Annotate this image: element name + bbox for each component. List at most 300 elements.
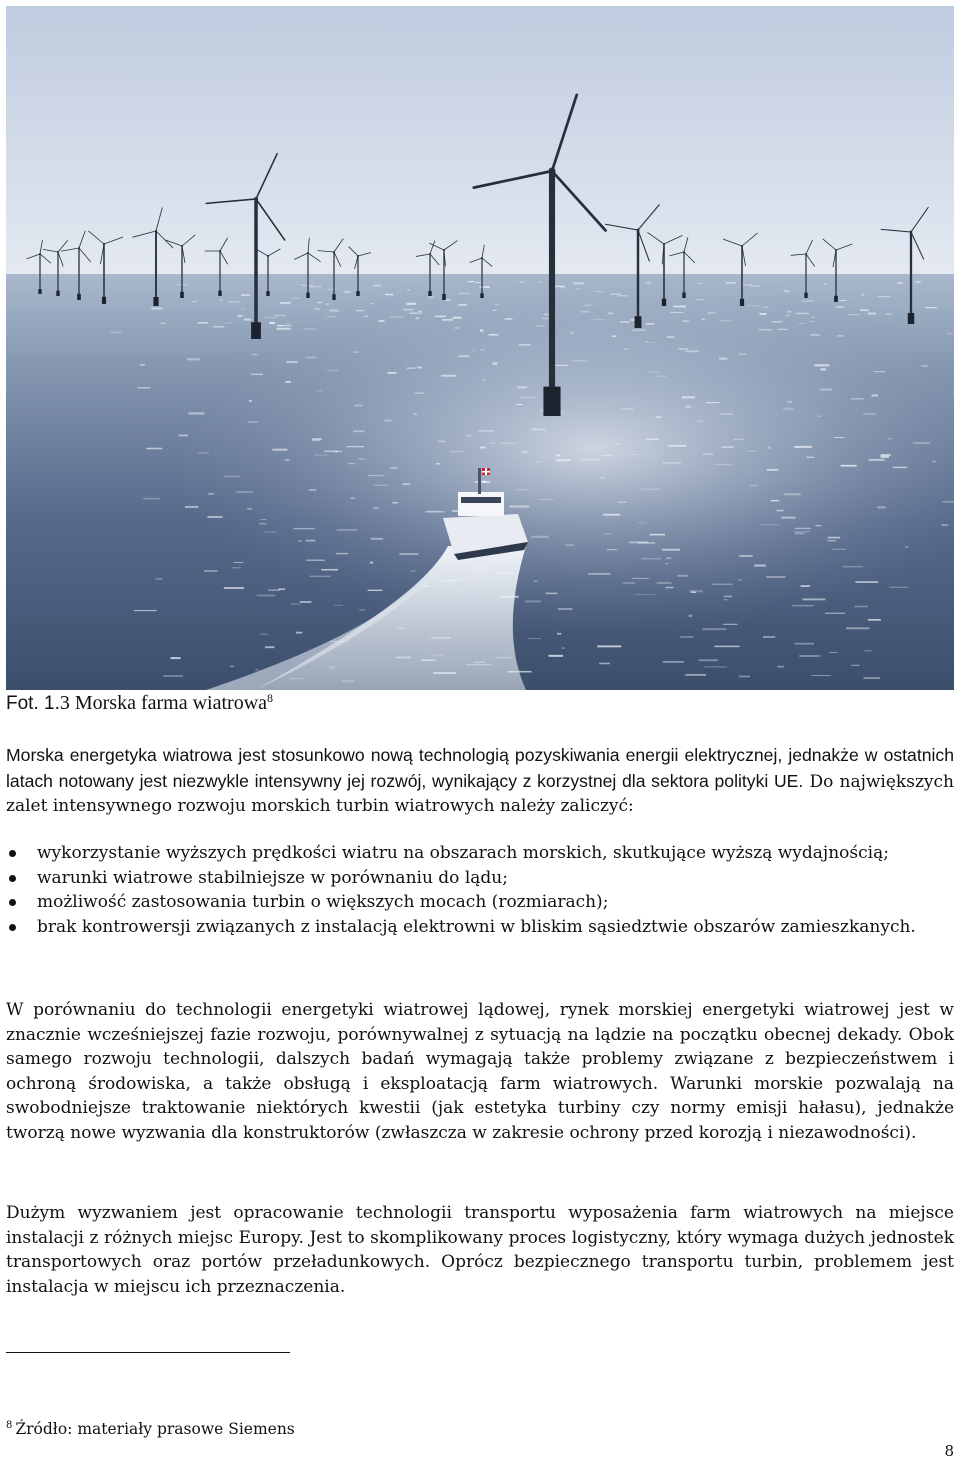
turbine-base bbox=[908, 313, 914, 324]
sea-sparkle bbox=[516, 404, 523, 405]
sea-sparkle bbox=[673, 306, 686, 308]
sea-sparkle bbox=[312, 438, 321, 440]
sea-sparkle bbox=[525, 600, 541, 602]
sea-sparkle bbox=[689, 615, 692, 617]
bullet-icon bbox=[9, 875, 16, 882]
sea-sparkle bbox=[251, 374, 263, 375]
sea-sparkle bbox=[384, 419, 391, 421]
sea-sparkle bbox=[777, 510, 784, 512]
turbine-base bbox=[180, 292, 184, 298]
sea-sparkle bbox=[663, 661, 684, 662]
sea-sparkle bbox=[495, 304, 499, 306]
sea-sparkle bbox=[392, 502, 397, 503]
sea-sparkle bbox=[337, 529, 358, 530]
sea-sparkle bbox=[388, 372, 397, 374]
sea-sparkle bbox=[137, 387, 150, 388]
sea-sparkle bbox=[646, 439, 659, 440]
sea-sparkle bbox=[204, 570, 218, 571]
sea-sparkle bbox=[608, 313, 613, 314]
sea-sparkle bbox=[860, 309, 869, 311]
sea-sparkle bbox=[255, 669, 258, 671]
sea-sparkle bbox=[492, 310, 496, 311]
sea-sparkle bbox=[489, 334, 499, 336]
turbine-tower bbox=[333, 252, 334, 300]
sea-sparkle bbox=[794, 446, 811, 448]
sea-sparkle bbox=[702, 453, 713, 455]
sea-sparkle bbox=[682, 396, 695, 398]
sea-sparkle bbox=[403, 309, 413, 310]
sea-sparkle bbox=[351, 497, 356, 499]
sea-sparkle bbox=[232, 567, 241, 568]
sea-sparkle bbox=[264, 531, 277, 532]
turbine-tower bbox=[57, 252, 58, 296]
turbine-hub bbox=[637, 229, 640, 232]
sea-sparkle bbox=[300, 601, 312, 603]
sea-sparkle bbox=[768, 447, 771, 449]
paragraph-intro-part1: Morska energetyka wiatrowa jest stosunkowo nową technologią pozyskiwania energii elektrycznej, jednakże w ostatnich latach notowany jest niezwykle intensywny jej rozwój, wynikający z korzystnej dla sektora polityki UE. bbox=[6, 745, 954, 791]
sea-sparkle bbox=[554, 286, 565, 287]
turbine-hub bbox=[254, 197, 258, 201]
sea-sparkle bbox=[666, 587, 674, 588]
sea-sparkle bbox=[811, 334, 820, 335]
caption-text: 3 Morska farma wiatrowa bbox=[59, 692, 268, 714]
sea-sparkle bbox=[373, 285, 381, 287]
turbine-base bbox=[543, 387, 560, 416]
sea-sparkle bbox=[680, 636, 693, 637]
sea-sparkle bbox=[670, 312, 683, 313]
sea-sparkle bbox=[327, 370, 339, 371]
turbine-hub bbox=[267, 255, 269, 257]
sea-sparkle bbox=[837, 335, 844, 337]
sea-sparkle bbox=[754, 565, 766, 567]
sea-sparkle bbox=[111, 332, 123, 333]
sea-sparkle bbox=[861, 294, 864, 296]
sea-sparkle bbox=[179, 435, 188, 437]
paragraph-intro-part2: Do największych zalet intensywnego rozwoju morskich turbin wiatrowych należy zaliczyć: bbox=[6, 771, 954, 816]
sea-sparkle bbox=[747, 305, 760, 306]
turbine-base bbox=[102, 297, 106, 304]
sea-sparkle bbox=[314, 308, 320, 310]
sea-sparkle bbox=[824, 283, 828, 284]
advantages-list bbox=[6, 841, 954, 939]
sea-sparkle bbox=[557, 633, 561, 635]
list-item bbox=[6, 841, 954, 866]
sea-sparkle bbox=[832, 549, 846, 550]
sea-sparkle bbox=[607, 549, 617, 550]
sea-sparkle bbox=[702, 319, 705, 320]
turbine-hub bbox=[307, 252, 309, 254]
sea-sparkle bbox=[371, 538, 383, 540]
sea-sparkle bbox=[272, 449, 287, 451]
sea-sparkle bbox=[346, 446, 364, 447]
sea-sparkle bbox=[739, 676, 750, 678]
sea-sparkle bbox=[648, 371, 657, 372]
sea-sparkle bbox=[240, 309, 245, 310]
turbine-hub bbox=[155, 230, 157, 232]
sea-sparkle bbox=[334, 605, 343, 606]
sea-sparkle bbox=[317, 302, 323, 303]
sea-sparkle bbox=[787, 401, 792, 403]
sea-sparkle bbox=[480, 286, 490, 288]
turbine-hub bbox=[57, 251, 59, 253]
sea-sparkle bbox=[310, 576, 331, 577]
paragraph-transport: Dużym wyzwaniem jest opracowanie technologii transportu wyposażenia farm wiatrowych na miejsce instalacji z różnych miejsc Europy. Jest to skomplikowany proces logistyczny, który wymaga dużych jednostek transportowych oraz portów przeładunkowych. Oprócz bezpiecznego transportu turbin, problemem jest instalacja w miejscu ich przeznaczenia. bbox=[6, 1203, 954, 1297]
sea-sparkle bbox=[695, 299, 704, 300]
sea-sparkle bbox=[373, 507, 379, 508]
sea-sparkle bbox=[336, 553, 349, 554]
sea-sparkle bbox=[546, 593, 558, 594]
turbine-base bbox=[428, 291, 431, 296]
list-item-text: wykorzystanie wyższych prędkości wiatru na obszarach morskich, skutkujące wyższą wydajnością; bbox=[37, 843, 889, 863]
sea-sparkle bbox=[236, 492, 253, 493]
turbine-hub bbox=[181, 245, 183, 247]
sea-sparkle bbox=[343, 291, 351, 293]
sea-sparkle bbox=[635, 594, 655, 595]
turbine-base bbox=[306, 293, 309, 298]
sea-sparkle bbox=[868, 619, 881, 621]
list-item-text: brak kontrowersji związanych z instalacją elektrowni w bliskim sąsiedztwie obszarów zamieszkanych. bbox=[37, 916, 916, 937]
sea-sparkle bbox=[770, 500, 779, 501]
turbine-base bbox=[218, 291, 221, 296]
sea-sparkle bbox=[925, 307, 937, 308]
sea-sparkle bbox=[353, 430, 364, 432]
sea-sparkle bbox=[881, 454, 891, 456]
bullet-icon bbox=[9, 924, 16, 931]
turbine-tower bbox=[683, 252, 684, 298]
sea-sparkle bbox=[795, 528, 811, 529]
sea-sparkle bbox=[581, 311, 589, 313]
sea-sparkle bbox=[719, 414, 732, 415]
sea-sparkle bbox=[516, 489, 529, 490]
sea-sparkle bbox=[428, 297, 434, 298]
sea-sparkle bbox=[335, 451, 342, 452]
sea-sparkle bbox=[306, 560, 325, 561]
sea-sparkle bbox=[724, 599, 728, 600]
sea-sparkle bbox=[458, 355, 469, 357]
sea-sparkle bbox=[539, 281, 542, 283]
turbine-base bbox=[834, 296, 838, 302]
sea-sparkle bbox=[354, 405, 362, 407]
turbine-tower bbox=[429, 254, 430, 296]
sea-sparkle bbox=[848, 314, 859, 315]
sea-sparkle bbox=[685, 351, 699, 353]
sea-sparkle bbox=[188, 412, 204, 414]
footnote-number: 8 bbox=[6, 1420, 13, 1431]
sea-sparkle bbox=[467, 281, 474, 282]
sea-sparkle bbox=[314, 455, 328, 456]
sea-sparkle bbox=[370, 562, 373, 564]
sea-sparkle bbox=[793, 531, 810, 532]
sea-sparkle bbox=[275, 315, 286, 317]
sea-sparkle bbox=[146, 448, 162, 450]
sea-sparkle bbox=[683, 320, 689, 322]
sky bbox=[6, 6, 954, 274]
turbine-base bbox=[635, 316, 642, 328]
sea-sparkle bbox=[286, 361, 298, 363]
turbine-hub bbox=[103, 243, 105, 245]
sea-sparkle bbox=[442, 319, 453, 321]
sea-sparkle bbox=[140, 364, 145, 366]
sea-sparkle bbox=[450, 451, 463, 452]
sea-sparkle bbox=[531, 536, 549, 538]
sea-sparkle bbox=[483, 379, 486, 381]
sea-sparkle bbox=[763, 636, 775, 637]
sea-sparkle bbox=[702, 628, 726, 630]
sea-sparkle bbox=[276, 328, 290, 330]
sea-sparkle bbox=[597, 645, 621, 647]
sea-sparkle bbox=[329, 310, 338, 312]
sea-sparkle bbox=[224, 323, 232, 324]
sea-sparkle bbox=[720, 320, 732, 321]
sea-sparkle bbox=[570, 332, 574, 334]
sea-sparkle bbox=[905, 547, 908, 548]
sea-sparkle bbox=[657, 583, 672, 584]
list-item bbox=[6, 890, 954, 915]
turbine-base bbox=[356, 291, 359, 296]
sea-sparkle bbox=[772, 321, 783, 322]
turbine-tower bbox=[155, 231, 157, 306]
sea-sparkle bbox=[698, 283, 702, 284]
sea-sparkle bbox=[241, 294, 250, 296]
turbine-hub bbox=[357, 255, 359, 257]
sea-sparkle bbox=[531, 429, 545, 431]
sea-sparkle bbox=[915, 281, 920, 282]
sea-sparkle bbox=[621, 409, 633, 410]
turbine-hub bbox=[443, 249, 445, 251]
sea-sparkle bbox=[454, 327, 458, 328]
sea-sparkle bbox=[143, 498, 160, 500]
turbine-tower bbox=[219, 251, 220, 296]
sea-sparkle bbox=[667, 558, 672, 559]
sea-sparkle bbox=[817, 416, 821, 417]
sea-sparkle bbox=[326, 303, 329, 304]
sea-sparkle bbox=[471, 350, 476, 351]
sea-sparkle bbox=[536, 325, 545, 327]
sea-sparkle bbox=[874, 371, 886, 372]
sea-sparkle bbox=[348, 463, 355, 464]
turbine-tower bbox=[741, 246, 743, 306]
turbine-hub bbox=[78, 247, 80, 249]
sea-sparkle bbox=[799, 656, 820, 657]
sea-sparkle bbox=[285, 459, 290, 460]
sea-sparkle bbox=[292, 298, 300, 299]
sea-sparkle bbox=[601, 477, 605, 478]
sea-sparkle bbox=[407, 367, 416, 369]
sea-sparkle bbox=[492, 362, 497, 364]
sea-sparkle bbox=[409, 312, 422, 314]
sea-sparkle bbox=[151, 308, 162, 310]
sea-sparkle bbox=[759, 313, 766, 315]
sea-sparkle bbox=[641, 558, 661, 559]
sea-sparkle bbox=[170, 657, 180, 659]
sea-sparkle bbox=[594, 291, 605, 292]
sea-sparkle bbox=[480, 349, 485, 350]
sea-sparkle bbox=[814, 364, 829, 366]
turbine-hub bbox=[741, 245, 743, 247]
turbine-tower bbox=[78, 248, 79, 300]
sea-sparkle bbox=[187, 358, 200, 360]
sea-sparkle bbox=[191, 301, 197, 302]
paragraph-intro bbox=[6, 743, 954, 819]
sea-sparkle bbox=[783, 408, 793, 410]
sea-sparkle bbox=[458, 292, 471, 294]
sea-sparkle bbox=[406, 303, 416, 305]
sea-sparkle bbox=[549, 655, 563, 657]
sea-sparkle bbox=[877, 506, 885, 508]
sea-sparkle bbox=[759, 329, 773, 330]
turbine-hub bbox=[910, 231, 913, 234]
turbine-hub bbox=[333, 251, 335, 253]
sea-sparkle bbox=[921, 365, 928, 366]
sea-sparkle bbox=[500, 443, 515, 444]
turbine-base bbox=[266, 291, 269, 296]
turbine-base bbox=[740, 299, 744, 306]
sea-sparkle bbox=[829, 652, 838, 653]
figure-caption bbox=[6, 690, 273, 717]
sea-sparkle bbox=[475, 282, 482, 283]
sea-sparkle bbox=[815, 525, 821, 526]
sea-sparkle bbox=[631, 578, 649, 579]
sea-sparkle bbox=[766, 576, 785, 577]
sea-sparkle bbox=[414, 413, 417, 414]
sea-sparkle bbox=[558, 608, 573, 610]
sea-sparkle bbox=[933, 461, 936, 462]
sea-sparkle bbox=[390, 316, 403, 318]
turbine-tower bbox=[307, 253, 308, 298]
sea-sparkle bbox=[155, 578, 162, 580]
sea-sparkle bbox=[198, 322, 208, 324]
sea-sparkle bbox=[249, 400, 252, 402]
sea-sparkle bbox=[224, 476, 240, 478]
sea-sparkle bbox=[576, 288, 581, 289]
list-item bbox=[6, 915, 954, 940]
sea-sparkle bbox=[878, 296, 891, 297]
sea-sparkle bbox=[480, 447, 486, 449]
sea-sparkle bbox=[795, 533, 804, 535]
turbine-hub bbox=[549, 168, 556, 175]
sea-sparkle bbox=[260, 634, 268, 635]
sea-sparkle bbox=[264, 317, 276, 319]
sea-sparkle bbox=[828, 540, 836, 541]
sea-sparkle bbox=[624, 348, 628, 349]
turbine-base bbox=[442, 294, 446, 300]
sea-sparkle bbox=[836, 306, 843, 308]
sea-sparkle bbox=[287, 323, 291, 324]
sea-sparkle bbox=[602, 455, 613, 456]
sea-sparkle bbox=[941, 525, 948, 526]
sea-sparkle bbox=[719, 358, 727, 360]
sea-sparkle bbox=[588, 573, 610, 574]
sea-sparkle bbox=[234, 562, 244, 563]
paragraph-market: W porównaniu do technologii energetyki wiatrowej lądowej, rynek morskiej energetyki wiatrowej jest w znacznie wcześniejszej fazie rozwoju, porównywalnej z sytuacją na lądzie na początku obecnej dekady. Obok samego rozwoju technologii, dalszych badań wymagają także problemy związane z bezpieczeństwem i ochroną środowiska, a także obsługą i eksploatacją farm wiatrowych. Warunki morskie pozwalają na swobodniejsze traktowanie niektórych kwestii (jak estetyka turbiny czy normy emisji hałasu), jednakże tworzą nowe wyzwania dla konstruktorów (zwłaszcza w zakresie ochrony przed korozją i niezawodności). bbox=[6, 1000, 954, 1143]
sea-sparkle bbox=[244, 319, 252, 321]
turbine-tower bbox=[637, 230, 639, 328]
sea-sparkle bbox=[317, 391, 322, 392]
sea-sparkle bbox=[714, 646, 739, 648]
sea-sparkle bbox=[379, 320, 385, 322]
sea-sparkle bbox=[747, 451, 757, 452]
sea-sparkle bbox=[458, 304, 467, 306]
sea-sparkle bbox=[809, 321, 815, 322]
sea-sparkle bbox=[385, 294, 393, 296]
sea-sparkle bbox=[599, 663, 610, 665]
sea-sparkle bbox=[533, 581, 537, 582]
sea-sparkle bbox=[356, 310, 363, 311]
turbine-hub bbox=[835, 249, 837, 251]
sea-sparkle bbox=[662, 549, 680, 551]
sea-sparkle bbox=[839, 300, 846, 301]
sea-sparkle bbox=[712, 584, 733, 585]
sea-sparkle bbox=[309, 489, 317, 490]
sea-sparkle bbox=[784, 290, 790, 292]
sea-sparkle bbox=[359, 609, 365, 610]
turbine-hub bbox=[683, 251, 685, 253]
sea-sparkle bbox=[321, 569, 338, 571]
turbine-base bbox=[153, 297, 158, 306]
sea-sparkle bbox=[801, 585, 811, 587]
turbine-base bbox=[56, 291, 59, 296]
turbine-tower bbox=[103, 244, 105, 304]
sea-sparkle bbox=[612, 335, 616, 337]
turbine-base bbox=[38, 289, 41, 294]
sea-sparkle bbox=[438, 441, 445, 443]
sea-sparkle bbox=[537, 461, 540, 462]
turbine-tower bbox=[805, 254, 806, 298]
turbine-tower bbox=[181, 246, 182, 298]
sea-sparkle bbox=[238, 315, 243, 317]
sea-sparkle bbox=[368, 590, 383, 591]
turbine-tower bbox=[835, 250, 836, 302]
sea-sparkle bbox=[864, 650, 871, 651]
sea-sparkle bbox=[519, 344, 531, 345]
turbine-tower bbox=[357, 256, 358, 296]
sea-sparkle bbox=[953, 393, 954, 395]
sea-sparkle bbox=[646, 323, 655, 325]
sea-sparkle bbox=[697, 421, 703, 422]
page-number: 8 bbox=[944, 1442, 954, 1460]
sea-sparkle bbox=[802, 300, 814, 301]
sea-sparkle bbox=[553, 365, 568, 366]
sea-sparkle bbox=[726, 282, 736, 283]
sea-sparkle bbox=[677, 575, 688, 577]
sea-sparkle bbox=[913, 443, 930, 444]
sea-sparkle bbox=[517, 386, 527, 388]
sea-sparkle bbox=[792, 605, 814, 607]
sea-sparkle bbox=[888, 438, 892, 439]
sea-sparkle bbox=[248, 421, 259, 423]
sea-sparkle bbox=[691, 591, 696, 592]
sea-sparkle bbox=[777, 666, 784, 668]
sea-sparkle bbox=[869, 459, 885, 461]
sea-sparkle bbox=[265, 646, 274, 648]
sea-sparkle bbox=[247, 508, 252, 509]
sea-sparkle bbox=[628, 454, 638, 455]
list-item-text: możliwość zastosowania turbin o większych mocach (rozmiarach); bbox=[37, 892, 609, 912]
sea-sparkle bbox=[947, 333, 953, 335]
sea-sparkle bbox=[269, 322, 275, 324]
list-item bbox=[6, 866, 954, 891]
sea-sparkle bbox=[261, 519, 267, 520]
sea-sparkle bbox=[881, 456, 889, 458]
turbine-tower bbox=[254, 199, 258, 339]
sea-sparkle bbox=[407, 289, 410, 290]
sea-sparkle bbox=[480, 330, 483, 332]
sea-sparkle bbox=[296, 632, 302, 634]
sea-sparkle bbox=[490, 442, 495, 443]
sea-sparkle bbox=[738, 353, 746, 355]
sea-sparkle bbox=[851, 398, 864, 399]
sea-sparkle bbox=[584, 305, 592, 306]
